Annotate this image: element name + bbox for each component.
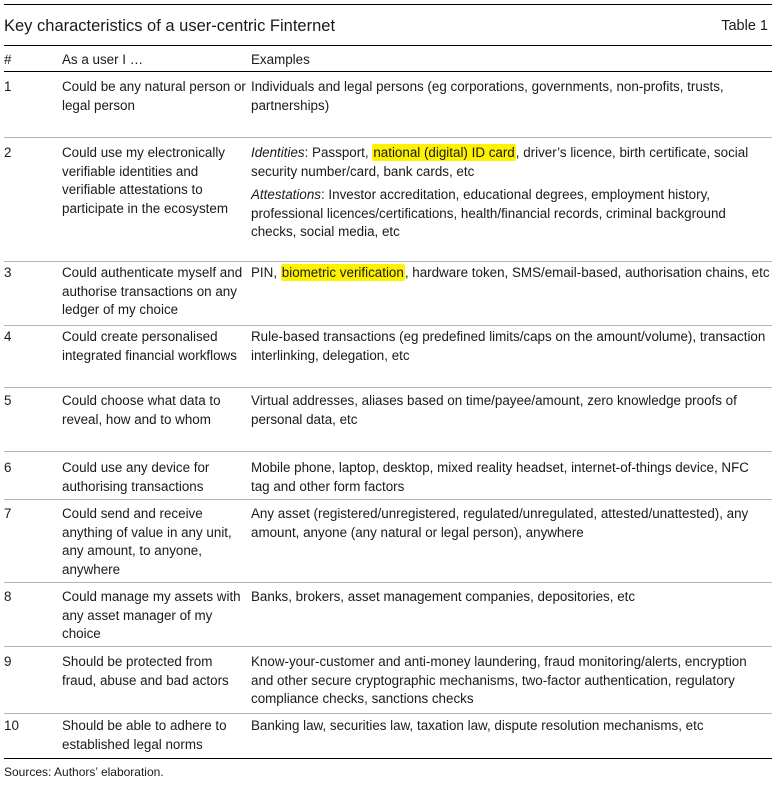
row-separator xyxy=(4,451,772,452)
highlight-national-id: national (digital) ID card xyxy=(373,145,515,160)
table-number: Table 1 xyxy=(721,18,768,34)
row-user-cell: Could use my electronically verifiable identities and verifiable attestations to participate in the ecosystem xyxy=(62,145,228,216)
row-user-cell: Could manage my assets with any asset manager of my choice xyxy=(62,589,241,641)
row-examples-cell xyxy=(251,144,771,242)
bottom-rule xyxy=(4,758,772,759)
identities-post: , driver’s licence, birth certificate, social security number/card, bank cards, etc xyxy=(251,145,749,179)
row-examples-cell: Individuals and legal persons (eg corporations, governments, non-profits, trusts, partnerships) xyxy=(251,79,724,113)
table-row xyxy=(4,76,772,137)
examples-pre: PIN, xyxy=(251,265,281,280)
row-number: 9 xyxy=(4,654,12,669)
row-number: 5 xyxy=(4,393,12,408)
row-examples-cell: Know-your-customer and anti-money laundering, fraud monitoring/alerts, encryption and other secure cryptographic mechanisms, two-factor authentication, regulatory compliance checks, sanctions checks xyxy=(251,654,747,706)
title-rule xyxy=(4,45,772,46)
row-number: 2 xyxy=(4,145,12,160)
table-header-row xyxy=(4,49,772,71)
table-title-row xyxy=(4,14,772,40)
identities-label: Identities xyxy=(251,145,305,160)
row-separator xyxy=(4,582,772,583)
row-number: 4 xyxy=(4,329,12,344)
table-row xyxy=(4,586,772,646)
attestations-text: : Investor accreditation, educational degrees, employment history, professional licences/certifications, health/financial records, criminal background checks, social media, etc xyxy=(251,187,726,239)
row-examples-cell: Rule-based transactions (eg predefined limits/caps on the amount/volume), transaction interlinking, delegation, etc xyxy=(251,329,766,363)
row-user-cell: Could be any natural person or legal person xyxy=(62,79,246,113)
table-row xyxy=(4,142,772,260)
row-examples-cell: Any asset (registered/unregistered, regulated/unregulated, attested/unattested), any amount, anyone (any natural or legal person), anywhere xyxy=(251,506,749,540)
header-examples: Examples xyxy=(251,52,310,67)
attestations-paragraph xyxy=(251,186,771,242)
row-user-cell: Could send and receive anything of value in any unit, any amount, to anyone, anywhere xyxy=(62,506,232,577)
table-row xyxy=(4,390,772,451)
table-row xyxy=(4,262,772,324)
table-row xyxy=(4,503,772,582)
row-user-cell: Could use any device for authorising transactions xyxy=(62,460,210,494)
attestations-label: Attestations xyxy=(251,187,321,202)
table-row xyxy=(4,651,772,713)
row-separator xyxy=(4,137,772,138)
row-number: 1 xyxy=(4,79,12,94)
row-examples-cell: Mobile phone, laptop, desktop, mixed reality headset, internet-of-things device, NFC tag and other form factors xyxy=(251,460,749,494)
row-user-cell: Could authenticate myself and authorise transactions on any ledger of my choice xyxy=(62,265,243,317)
identities-paragraph xyxy=(251,144,771,181)
row-separator xyxy=(4,713,772,714)
row-user-cell: Could choose what data to reveal, how and to whom xyxy=(62,393,221,427)
row-examples-cell: Banking law, securities law, taxation law, dispute resolution mechanisms, etc xyxy=(251,718,704,733)
highlight-biometric: biometric verification xyxy=(281,265,404,280)
row-number: 6 xyxy=(4,460,12,475)
document-page xyxy=(4,0,772,793)
source-note: Sources: Authors’ elaboration. xyxy=(4,765,164,779)
header-rule xyxy=(4,71,772,72)
top-rule xyxy=(4,4,772,5)
row-user-cell: Should be able to adhere to established legal norms xyxy=(62,718,227,752)
row-separator xyxy=(4,387,772,388)
row-number: 8 xyxy=(4,589,12,604)
row-examples-cell xyxy=(251,264,771,283)
row-number: 10 xyxy=(4,718,19,733)
table-title: Key characteristics of a user-centric Finternet xyxy=(4,17,336,35)
row-examples-cell: Banks, brokers, asset management companies, depositories, etc xyxy=(251,589,636,604)
table-row xyxy=(4,457,772,499)
row-user-cell: Could create personalised integrated financial workflows xyxy=(62,329,237,363)
header-user: As a user I … xyxy=(62,52,144,67)
header-num: # xyxy=(4,52,12,67)
row-examples-cell: Virtual addresses, aliases based on time/payee/amount, zero knowledge proofs of personal data, etc xyxy=(251,393,737,427)
row-separator xyxy=(4,646,772,647)
identities-pre: : Passport, xyxy=(304,145,373,160)
row-number: 7 xyxy=(4,506,12,521)
row-separator xyxy=(4,499,772,500)
examples-post: , hardware token, SMS/email-based, authorisation chains, etc xyxy=(404,265,770,280)
row-number: 3 xyxy=(4,265,12,280)
table-row xyxy=(4,715,772,757)
row-user-cell: Should be protected from fraud, abuse and bad actors xyxy=(62,654,229,688)
table-row xyxy=(4,326,772,387)
